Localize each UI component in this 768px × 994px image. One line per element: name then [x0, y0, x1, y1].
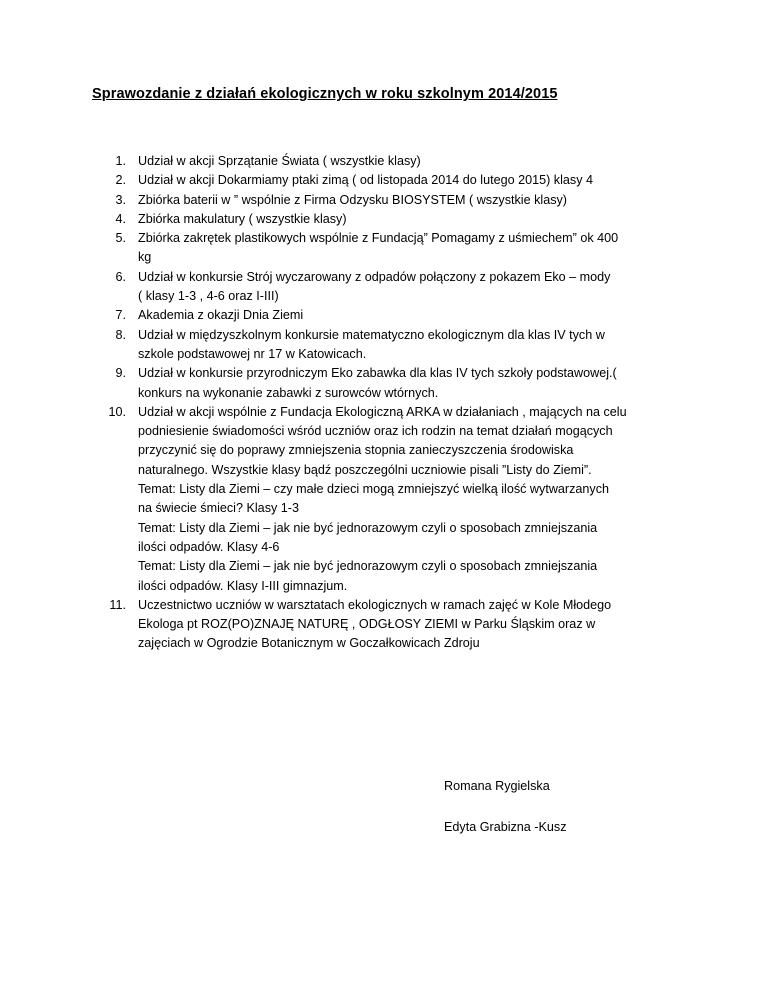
list-item-number: 4. — [115, 211, 126, 226]
list-item-text-line: Zbiórka zakrętek plastikowych wspólnie z Fundacją” Pomagamy z uśmiechem” ok 400 — [138, 231, 619, 246]
list-item-text-line: zajęciach w Ogrodzie Botanicznym w Goczałkowicach Zdroju — [138, 636, 480, 651]
list-item-text-line: Uczestnictwo uczniów w warsztatach ekologicznych w ramach zajęć w Kole Młodego — [138, 597, 612, 612]
list-item-text-line: ilości odpadów. Klasy 4-6 — [138, 539, 280, 554]
list-item — [92, 210, 682, 229]
list-item-number: 11. — [109, 597, 126, 612]
list-item-text-line: przyczynić się do poprawy zmniejszenia stopnia zanieczyszczenia środowiska — [138, 443, 574, 458]
list-item — [92, 268, 682, 307]
list-item — [92, 171, 682, 190]
list-item-number: 7. — [115, 308, 126, 323]
list-item-text-line: Zbiórka makulatury ( wszystkie klasy) — [138, 211, 347, 226]
list-item — [92, 326, 682, 365]
list-item-text-line: szkole podstawowej nr 17 w Katowicach. — [138, 346, 367, 361]
list-item-number: 1. — [115, 154, 126, 168]
list-item-text-line: Zbiórka baterii w ” wspólnie z Firma Odzysku BIOSYSTEM ( wszystkie klasy) — [138, 192, 567, 207]
list-item-text-line: konkurs na wykonanie zabawki z surowców wtórnych. — [138, 385, 439, 400]
list-item-text-line: Udział w akcji Sprzątanie Świata ( wszystkie klasy) — [138, 154, 421, 168]
list-item — [92, 152, 682, 171]
list-item-text-line: ilości odpadów. Klasy I-III gimnazjum. — [138, 578, 348, 593]
list-item-number: 3. — [115, 192, 126, 207]
list-item — [92, 364, 682, 403]
list-item-text-line: naturalnego. Wszystkie klasy bądź poszczególni uczniowie pisali ”Listy do Ziemi”. — [138, 462, 592, 477]
list-item-text-line: Temat: Listy dla Ziemi – jak nie być jednorazowym czyli o sposobach zmniejszania — [138, 520, 598, 535]
list-item-text-line: Temat: Listy dla Ziemi – czy małe dzieci mogą zmniejszyć wielką ilość wytwarzanych — [138, 482, 610, 497]
list-item-number: 2. — [115, 173, 126, 188]
activity-list — [92, 152, 682, 654]
list-item-number: 5. — [115, 231, 126, 246]
list-item-text-line: na świecie śmieci? Klasy 1-3 — [138, 501, 299, 516]
list-item-text-line: Udział w akcji Dokarmiamy ptaki zimą ( od listopada 2014 do lutego 2015) klasy 4 — [138, 173, 593, 188]
list-item — [92, 191, 682, 210]
list-item-text-line: Udział w konkursie Strój wyczarowany z odpadów połączony z pokazem Eko – mody — [138, 269, 611, 284]
signature-name: Romana Rygielska — [444, 779, 550, 793]
list-item — [92, 596, 682, 654]
list-item-text-line: Ekologa pt ROZ(PO)ZNAJĘ NATURĘ , ODGŁOSY ZIEMI w Parku Śląskim oraz w — [138, 617, 596, 632]
list-item-number: 8. — [115, 327, 126, 342]
list-item — [92, 403, 682, 596]
list-item-text-line: kg — [138, 250, 152, 265]
list-item-text-line: Udział w konkursie przyrodniczym Eko zabawka dla klas IV tych szkoły podstawowej.( — [138, 366, 617, 381]
document-title: Sprawozdanie z działań ekologicznych w roku szkolnym 2014/2015 — [92, 86, 558, 102]
list-item-number: 9. — [115, 366, 126, 381]
list-item-text-line: Udział w międzyszkolnym konkursie matematyczno ekologicznym dla klas IV tych w — [138, 327, 605, 342]
signature-name: Edyta Grabizna -Kusz — [444, 820, 567, 834]
list-item-text-line: Akademia z okazji Dnia Ziemi — [138, 308, 304, 323]
list-item — [92, 306, 682, 325]
list-item-text-line: Temat: Listy dla Ziemi – jak nie być jednorazowym czyli o sposobach zmniejszania — [138, 559, 598, 574]
list-item-text-line: podniesienie świadomości wśród uczniów oraz ich rodzin na temat działań mogących — [138, 424, 613, 439]
list-item-text-line: Udział w akcji wspólnie z Fundacja Ekologiczną ARKA w działaniach , mających na celu — [138, 404, 627, 419]
list-item-number: 6. — [115, 269, 126, 284]
list-item-text-line: ( klasy 1-3 , 4-6 oraz I-III) — [138, 289, 279, 304]
list-item-number: 10. — [108, 404, 126, 419]
signature-block — [444, 777, 567, 836]
list-item — [92, 229, 682, 268]
